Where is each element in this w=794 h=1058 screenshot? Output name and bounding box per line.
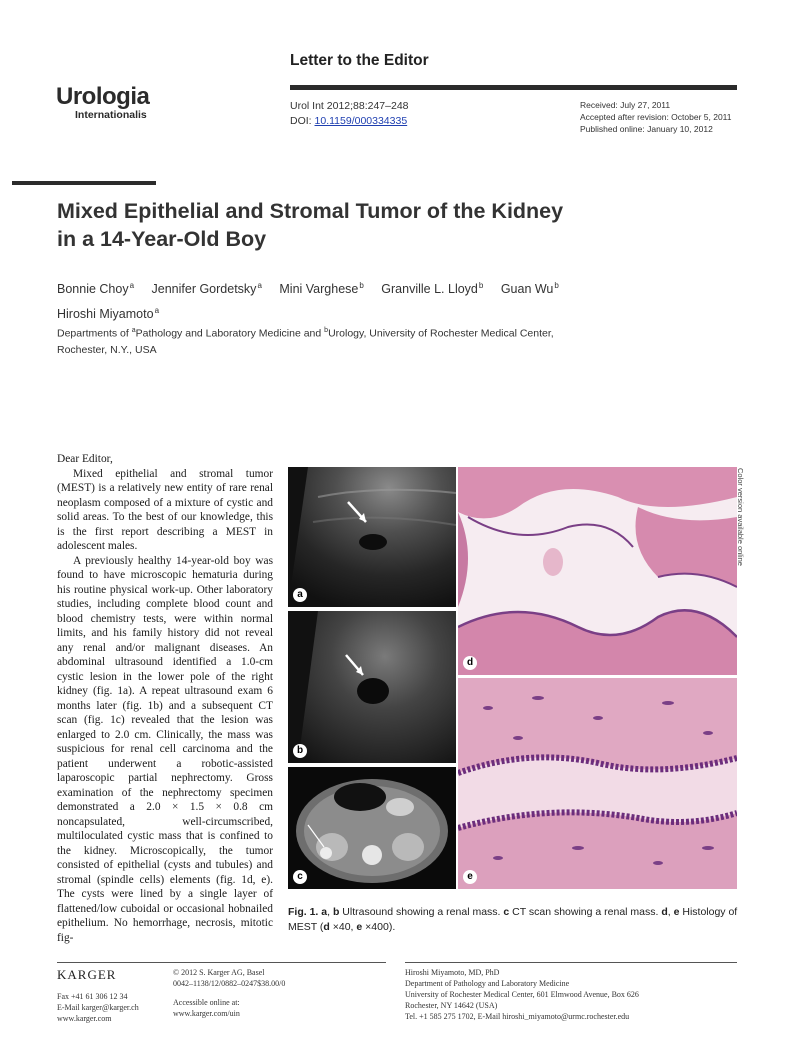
citation: Urol Int 2012;88:247–248 (290, 100, 409, 112)
journal-name: Urologia (56, 83, 150, 110)
ct-scan-image (288, 767, 456, 889)
dates-block (580, 99, 732, 135)
doi-label: DOI: (290, 115, 312, 127)
ultrasound-image (288, 611, 456, 763)
article-title (57, 197, 707, 253)
panel-label-b: b (293, 744, 307, 758)
figure-panel-b (288, 611, 456, 763)
footer-rule-left (57, 962, 386, 963)
author: Mini Varghese$^b$ (279, 281, 364, 297)
header-rule (290, 85, 737, 90)
figure-panel-e (458, 678, 737, 889)
panel-label-d: d (463, 656, 477, 670)
journal-subname: Internationalis (75, 109, 147, 121)
citation-block (290, 99, 409, 129)
author: Jennifer Gordetsky$^a$ (151, 281, 262, 297)
author: Guan Wu$^b$ (500, 281, 559, 297)
section-label: Letter to the Editor (290, 52, 429, 69)
figure-panel-c (288, 767, 456, 889)
copyright-block: © 2012 S. Karger AG, Basel 0042–1138/12/0882–0247$38.00/0 Accessible online at: www.karger.com/uin (173, 968, 286, 1018)
paragraph-2: A previously healthy 14-year-old boy was found to have microscopic hematuria during his routine physical work-up. Other laboratory studies, including complete blood count and blood chemistry tests, were within normal limits, and his family history did not reveal any renal and/or malignant diseases. An abdominal ultrasound identified a 1.0-cm cystic lesion in the lower pole of the right kidney (fig. 1a). A repeat ultrasound exam 6 months later (fig. 1b) and a subsequent CT scan (fig. 1c) revealed that the lesion was enlarged to 2.0 cm. Clinically, the mass was suspicious for renal cell carcinoma and the patient underwent a robotic-assisted laparoscopic partial nephrectomy. Gross examination of the nephrectomy specimen demonstrated a 2.0 × 1.5 × 0.8 cm noncapsulated, well-circumscribed, multiloculated cystic mass that is confined to the kidney. Microscopically, the tumor consisted of epithelial (cysts and tubules) and stromal (spindle cells) elements (fig. 1d, e). The cysts were lined by a single layer of flattened/low cuboidal or occasional hobnailed epithelium. No hemorrhage, necrosis, mitotic fig- (57, 554, 273, 944)
panel-label-e: e (463, 870, 477, 884)
footer-rule-right (405, 962, 737, 963)
correspondence-block: Hiroshi Miyamoto, MD, PhD Department of Pathology and Laboratory Medicine University of Rochester Medical Center, 601 Elmwood Avenue, Box 626 Rochester, NY 14642 (USA) Tel. +1 585 275 1702, E-Mail hiroshi_miyamoto@urmc.rochester.edu (405, 968, 639, 1021)
accepted-date: Accepted after revision: October 5, 2011 (580, 112, 732, 122)
ultrasound-image (288, 467, 456, 607)
title-line-2: in a 14-Year-Old Boy (57, 227, 267, 251)
author: Hiroshi Miyamoto$^a$ (57, 306, 160, 322)
histology-image (458, 678, 737, 889)
author: Granville L. Lloyd$^b$ (381, 281, 484, 297)
publisher-contact: Fax +41 61 306 12 34 E-Mail karger@karger.ch www.karger.com (57, 992, 139, 1023)
title-rule (12, 181, 156, 185)
color-version-note: Color version available online (736, 468, 745, 566)
salutation: Dear Editor, (57, 453, 113, 465)
histology-image (458, 467, 737, 675)
figure-caption: Fig. 1. a, b Ultrasound showing a renal mass. c CT scan showing a renal mass. d, e Histology of MEST (d ×40, e ×400). (288, 906, 738, 933)
affiliation: Departments of $^a$Pathology and Laboratory Medicine and $^b$Urology, University of Rochester Medical Center, Rochester, N.Y., USA (57, 327, 554, 356)
title-line-1: Mixed Epithelial and Stromal Tumor of the Kidney (57, 199, 564, 223)
publisher-logo: KARGER (57, 967, 117, 982)
body-text (57, 452, 273, 945)
panel-label-c: c (293, 870, 307, 884)
panel-label-a: a (293, 588, 307, 602)
figure-panel-d (458, 467, 737, 675)
doi-line (290, 114, 409, 129)
author-list (57, 275, 707, 325)
published-date: Published online: January 10, 2012 (580, 124, 713, 134)
doi-link[interactable]: 10.1159/000334335 (314, 115, 408, 127)
received-date: Received: July 27, 2011 (580, 100, 671, 110)
author: Bonnie Choy$^a$ (57, 281, 135, 297)
paragraph-1: Mixed epithelial and stromal tumor (MEST) is a relatively new entity of rare renal neoplasm composed of a mixture of cystic and solid areas. To the best of our knowledge, this is the first report describing a MEST in adolescent males. (57, 467, 273, 552)
figure-panel-a (288, 467, 456, 607)
